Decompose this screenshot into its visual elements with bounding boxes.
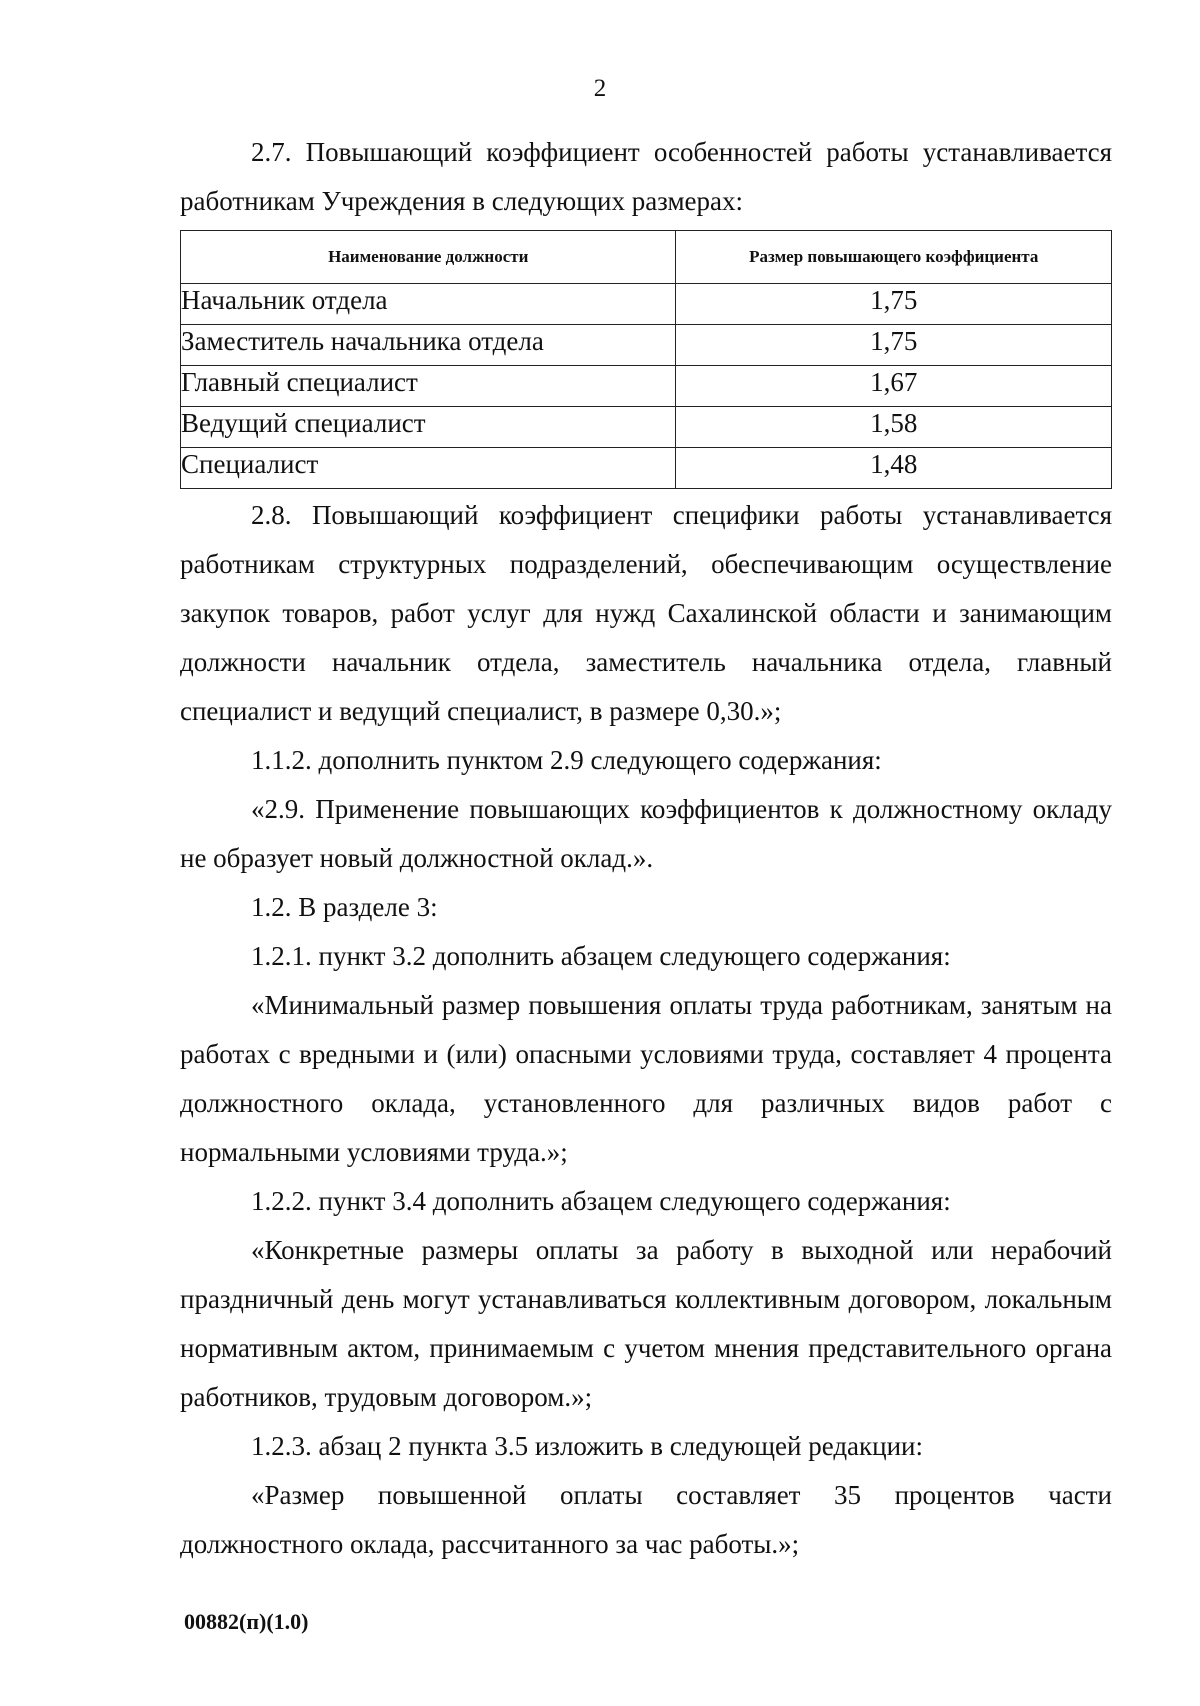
paragraph-2-8: 2.8. Повышающий коэффициент специфики работы устанавливается работникам структурных подразделений, обеспечивающим осуществление закупок товаров, работ услуг для нужд Сахалинской области и занимающим должности начальник отдела, заместитель начальника отдела, главный специалист и ведущий специалист, в размере 0,30.»; [180, 500, 1112, 726]
table-row [181, 448, 1112, 489]
position-name: Специалист [181, 448, 676, 489]
document-body [180, 128, 1112, 1569]
paragraph-2-7: 2.7. Повышающий коэффициент особенностей работы устанавливается работникам Учреждения в следующих размерах: [180, 137, 1112, 216]
page-number: 2 [593, 75, 607, 102]
coefficient-value: 1,75 [676, 284, 1112, 325]
table-row [181, 407, 1112, 448]
paragraph-1-1-2: 1.1.2. дополнить пунктом 2.9 следующего содержания: [251, 745, 882, 775]
header-position-name: Наименование должности [181, 231, 676, 284]
position-name: Начальник отдела [181, 284, 676, 325]
paragraph-increased-pay-quote: «Размер повышенной оплаты составляет 35 процентов части должностного оклада, рассчитанного за час работы.»; [180, 1480, 1112, 1559]
table-row [181, 366, 1112, 407]
coefficient-table [180, 230, 1112, 489]
table-row [181, 284, 1112, 325]
coefficient-value: 1,67 [676, 366, 1112, 407]
header-coefficient-size: Размер повышающего коэффициента [676, 231, 1112, 284]
document-code: 00882(п)(1.0) [184, 1609, 309, 1634]
paragraph-1-2-3: 1.2.3. абзац 2 пункта 3.5 изложить в следующей редакции: [251, 1431, 924, 1461]
paragraph-minimum-pay-quote: «Минимальный размер повышения оплаты труда работникам, занятым на работах с вредными и (или) опасными условиями труда, составляет 4 процента должностного оклада, установленного для различных видов работ с нормальными условиями труда.»; [180, 990, 1112, 1167]
paragraph-1-2-1: 1.2.1. пункт 3.2 дополнить абзацем следующего содержания: [251, 941, 951, 971]
coefficient-value: 1,75 [676, 325, 1112, 366]
table-header-row [181, 231, 1112, 284]
coefficient-value: 1,58 [676, 407, 1112, 448]
paragraph-1-2: 1.2. В разделе 3: [251, 892, 438, 922]
coefficient-value: 1,48 [676, 448, 1112, 489]
paragraph-2-9-quote: «2.9. Применение повышающих коэффициентов к должностному окладу не образует новый должностной оклад.». [180, 794, 1112, 873]
position-name: Заместитель начальника отдела [181, 325, 676, 366]
paragraph-1-2-2: 1.2.2. пункт 3.4 дополнить абзацем следующего содержания: [251, 1186, 951, 1216]
position-name: Ведущий специалист [181, 407, 676, 448]
table-row [181, 325, 1112, 366]
paragraph-specific-pay-quote: «Конкретные размеры оплаты за работу в выходной или нерабочий праздничный день могут устанавливаться коллективным договором, локальным нормативным актом, принимаемым с учетом мнения представительного органа работников, трудовым договором.»; [180, 1235, 1112, 1412]
position-name: Главный специалист [181, 366, 676, 407]
